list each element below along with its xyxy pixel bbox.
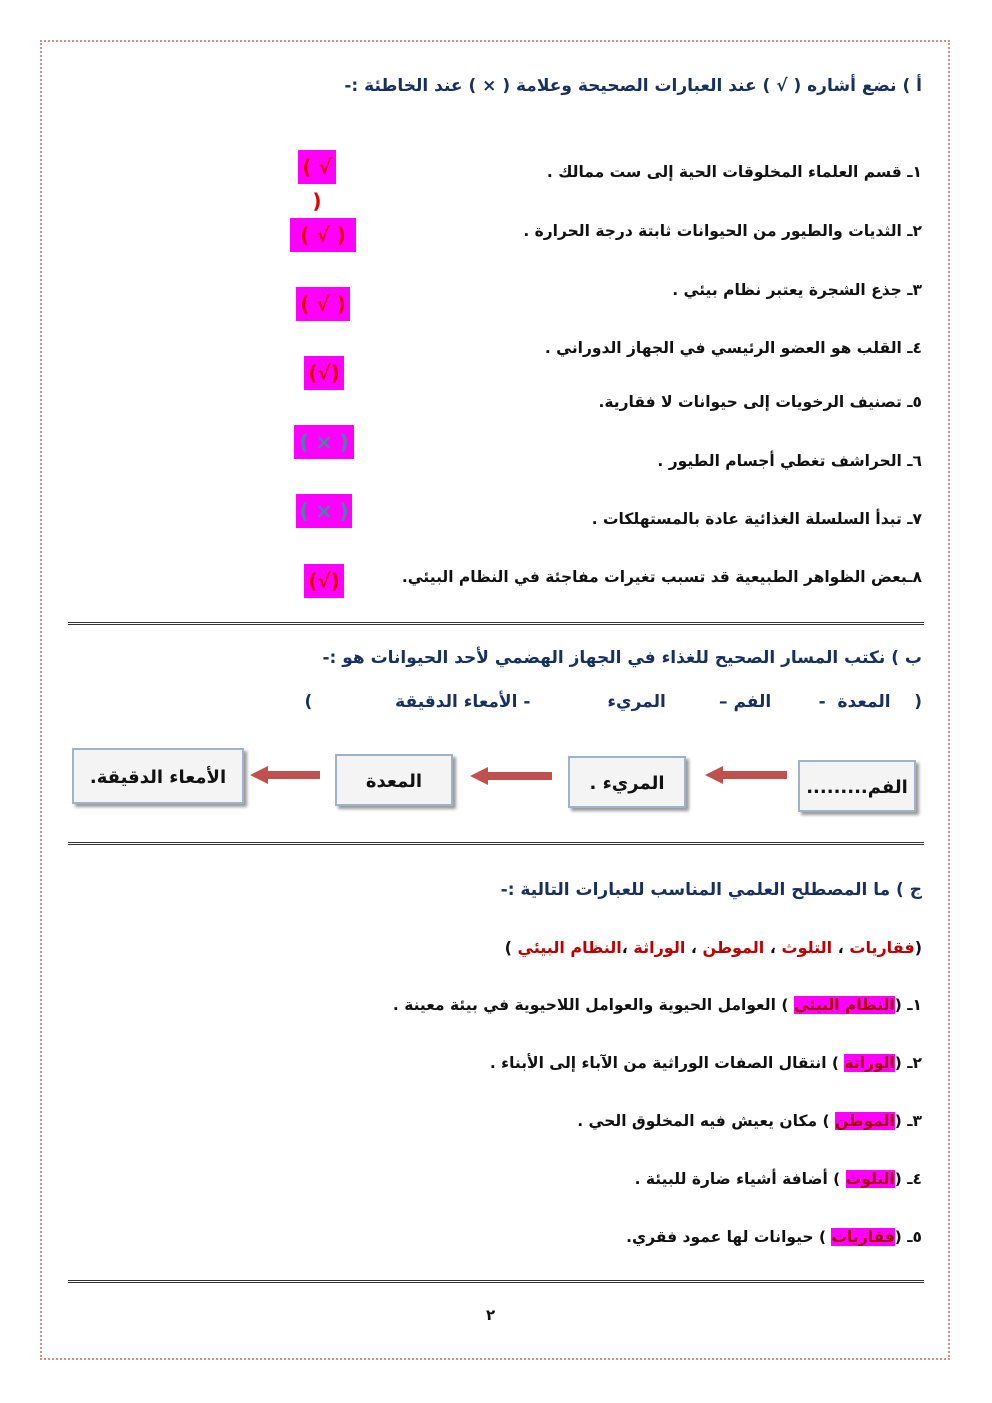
- answer-4: (√): [304, 356, 344, 390]
- section-b-heading: ب ) نكتب المسار الصحيح للغذاء في الجهاز الهضمي لأحد الحيوانات هو :-: [322, 648, 922, 668]
- section-c-heading: ج ) ما المصطلح العلمي المناسب للعبارات التالية :-: [500, 880, 922, 900]
- definition-1: ١ـ (النظام البيئي ) العوامل الحيوية والعوامل اللاحيوية في بيئة معينة .: [392, 996, 922, 1014]
- answer-term-3: الموطن: [834, 1112, 895, 1130]
- section-b-options: ( المعدة - الفم – المريء - الأمعاء الدقيقة ): [304, 692, 922, 712]
- section-a-heading: أ ) نضع أشاره ( √ ) عند العبارات الصحيحة وعلامة ( × ) عند الخاطئة :-: [344, 76, 922, 96]
- terms-open: (: [914, 938, 922, 957]
- box-esophagus: المريء .: [568, 756, 686, 808]
- answer-3: ( √ ): [296, 287, 350, 321]
- divider-2: [68, 842, 924, 847]
- arrow-3: [250, 765, 320, 785]
- divider-3: [68, 1280, 924, 1285]
- terms-close: ): [504, 938, 518, 957]
- arrow-1: [705, 765, 787, 785]
- statement-2: ٢ـ الثديات والطيور من الحيوانات ثابتة درجة الحرارة .: [523, 222, 922, 240]
- term-pollution: التلوث: [781, 938, 833, 957]
- term-habitat: الموطن: [702, 938, 765, 957]
- definition-5: ٥ـ (فقاريات ) حيوانات لها عمود فقري.: [626, 1228, 922, 1246]
- answer-2: ( √ ): [290, 218, 356, 252]
- statement-3: ٣ـ جذع الشجرة يعتبر نظام بيئي .: [672, 281, 922, 299]
- answer-5: ( × ): [294, 425, 354, 459]
- statement-4: ٤ـ القلب هو العضو الرئيسي في الجهاز الدوراني .: [544, 339, 922, 357]
- definition-4: ٤ـ (التلوث ) أضافة أشياء ضارة للبيئة .: [634, 1170, 922, 1188]
- answer-8: (√): [304, 564, 344, 598]
- divider-1: [68, 622, 924, 627]
- answer-term-5: فقاريات: [831, 1228, 895, 1246]
- statement-1: ١ـ قسم العلماء المخلوقات الحية إلى ست ممالك .: [546, 163, 922, 181]
- arrow-2: [470, 766, 552, 786]
- statement-8: ٨ـبعض الظواهر الطبيعية قد تسبب تغيرات مفاجئة في النظام البيئي.: [401, 568, 922, 586]
- answer-term-2: الوراثة: [844, 1054, 895, 1072]
- page-number: ٢: [486, 1306, 496, 1324]
- answer-term-1: النظام البيئي: [793, 996, 895, 1014]
- box-mouth: الفم.........: [798, 760, 916, 812]
- statement-7: ٧ـ تبدأ السلسلة الغذائية عادة بالمستهلكات .: [591, 510, 922, 528]
- terms-list: (فقاريات ، التلوث ، الموطن ، الوراثة ،النظام البيئي ): [504, 938, 922, 957]
- answer-7: ( × ): [296, 494, 352, 528]
- statement-5: ٥ـ تصنيف الرخويات إلى حيوانات لا فقارية.: [598, 393, 922, 411]
- term-vertebrates: فقاريات: [849, 938, 915, 957]
- answer-1: ( √ ): [298, 150, 336, 184]
- definition-3: ٣ـ (الموطن ) مكان يعيش فيه المخلوق الحي .: [577, 1112, 922, 1130]
- term-heredity: الوراثة: [633, 938, 686, 957]
- statement-6: ٦ـ الحراشف تغطي أجسام الطيور .: [657, 452, 922, 470]
- definition-2: ٢ـ (الوراثة ) انتقال الصفات الوراثية من الآباء إلى الأبناء .: [489, 1054, 922, 1072]
- box-small-intestine: الأمعاء الدقيقة.: [72, 748, 244, 804]
- box-stomach: المعدة: [335, 754, 453, 806]
- answer-term-4: التلوث: [845, 1170, 895, 1188]
- term-ecosystem: النظام البيئي: [517, 938, 622, 957]
